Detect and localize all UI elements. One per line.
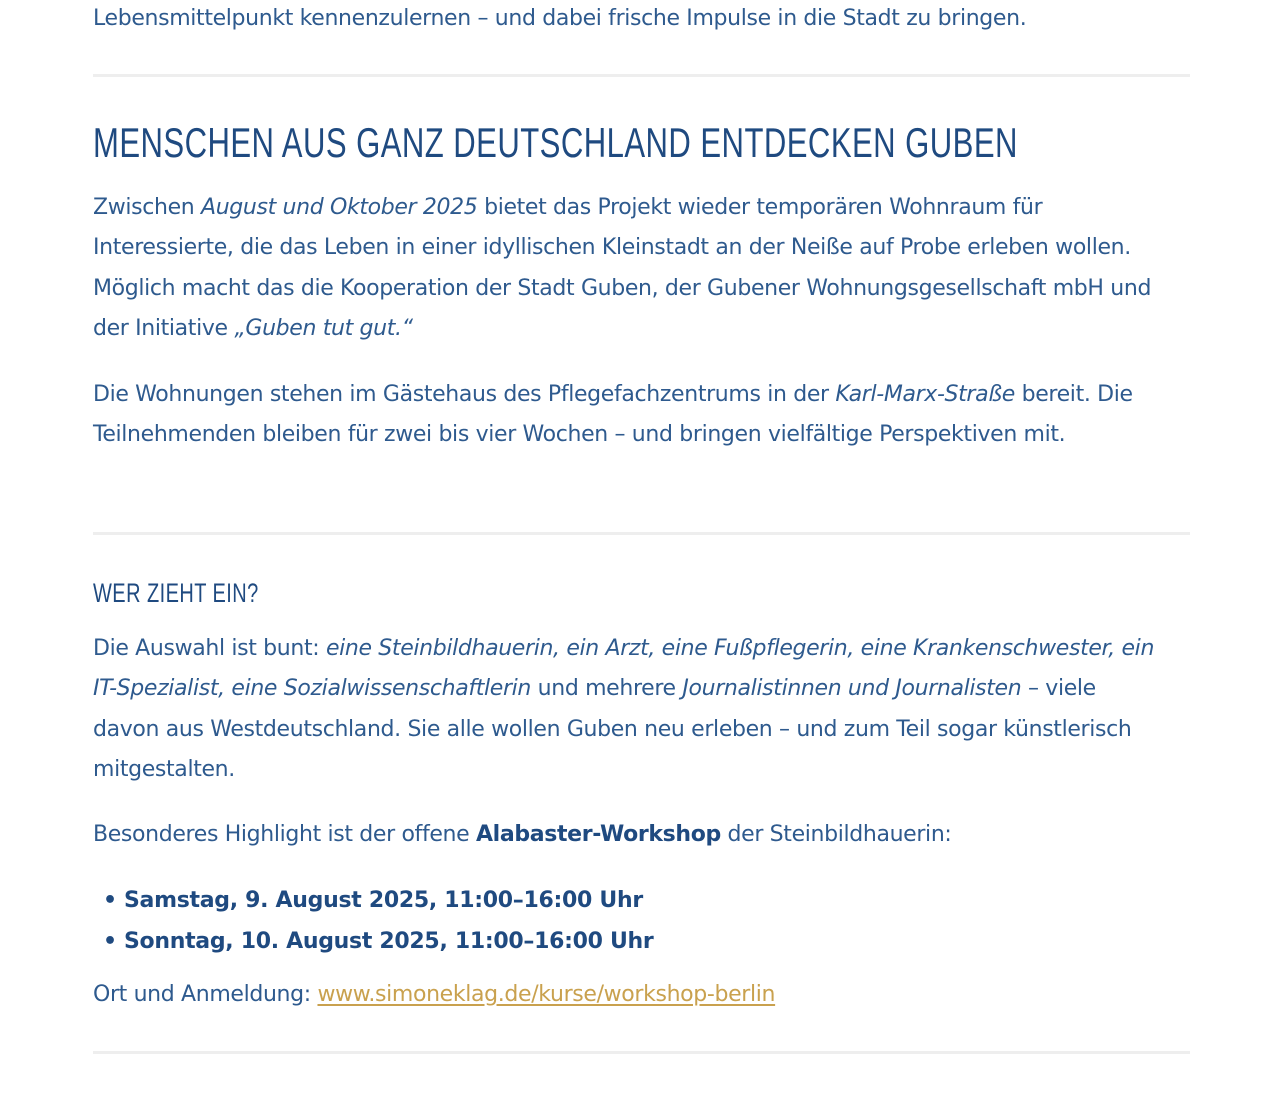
registration-line [93, 975, 1193, 1015]
workshop-dates-list [93, 880, 1193, 962]
bullet-icon: • [103, 888, 117, 913]
emphasis-professions: eine Steinbildhauerin, ein Arzt, eine Fußpflegerin, eine Krankenschwester, ein IT-Spezialist, eine Sozialwissenschaftlerin [93, 636, 1155, 702]
text: Zwischen [93, 195, 201, 220]
text: bietet das Projekt wieder temporären Wohnraum für Interessierte, die das Leben in einer idyllischen Kleinstadt an der Neiße auf Probe erleben wollen. Möglich macht das die Kooperation der Stadt Guben, der Gubener Wohnungsgesellschaft mbH und der Initiative [93, 195, 1152, 341]
text: Besonderes Highlight ist der offene [93, 822, 476, 847]
list-item-date-sunday [93, 921, 1193, 962]
bullet-icon: • [103, 929, 117, 954]
workshop-name: Alabaster-Workshop [475, 822, 721, 847]
workshop-registration-link[interactable]: www.simoneklag.de/kurse/workshop-berlin [317, 982, 776, 1007]
section-divider [93, 532, 1190, 535]
text: und mehrere [531, 676, 683, 702]
list-item-date-saturday [93, 880, 1193, 921]
text: Die Auswahl ist bunt: [93, 636, 326, 661]
section-divider [93, 74, 1190, 77]
section-divider [93, 1051, 1190, 1054]
emphasis-initiative: „Guben tut gut.“ [234, 315, 413, 341]
date-label: Sonntag, 10. August 2025, 11:00–16:00 Uhr [124, 929, 654, 954]
text: Die Wohnungen stehen im Gästehaus des Pflegefachzentrums in der [93, 382, 836, 407]
registration-label: Ort und Anmeldung: [93, 982, 318, 1007]
emphasis-journalists: Journalistinnen und Journalisten [682, 676, 1022, 702]
paragraph-project-intro [93, 188, 1153, 349]
text: der Steinbildhauerin: [720, 822, 952, 847]
workshop-dates-list-wrapper [93, 880, 1193, 962]
paragraph-apartments [93, 375, 1193, 456]
intro-trailing-text: Lebensmittelpunkt kennenzulernen – und dabei frische Impulse in die Stadt zu bringen. [93, 6, 1027, 31]
emphasis-street: Karl-Marx-Straße [835, 382, 1015, 407]
text: – viele davon aus Westdeutschland. Sie alle wollen Guben neu erleben – und zum Teil sogar künstlerisch mitgestalten. [93, 676, 1132, 782]
paragraph-participants [93, 629, 1168, 790]
paragraph-highlight [93, 815, 1193, 855]
section-heading-wer-zieht-ein: WER ZIEHT EIN? [93, 578, 259, 608]
text: bereit. Die Teilnehmenden bleiben für zwei bis vier Wochen – und bringen vielfältige Perspektiven mit. [93, 382, 1133, 448]
date-label: Samstag, 9. August 2025, 11:00–16:00 Uhr [124, 888, 643, 913]
section-heading-menschen: MENSCHEN AUS GANZ DEUTSCHLAND ENTDECKEN GUBEN [93, 119, 1018, 166]
emphasis-period: August und Oktober 2025 [201, 195, 478, 220]
